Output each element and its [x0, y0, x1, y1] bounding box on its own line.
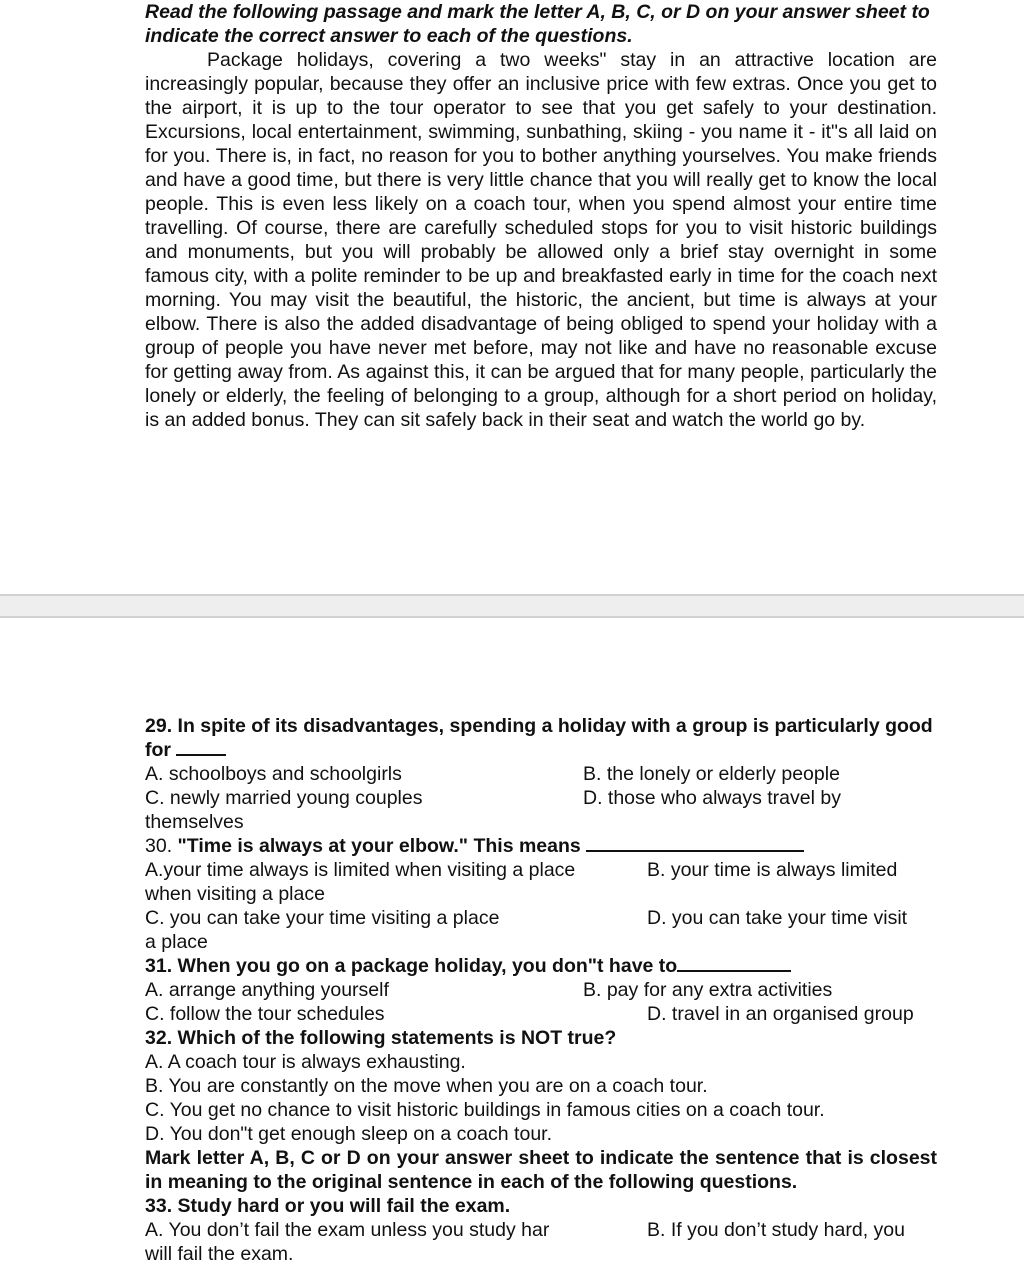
question-33: 33. Study hard or you will fail the exam. — [145, 1195, 511, 1217]
option-30-b: B. your time is always limited — [647, 859, 898, 881]
question-30-options-cd — [145, 906, 937, 930]
option-33-b: B. If you don’t study hard, you — [647, 1219, 905, 1241]
option-29-d: D. those who always travel by — [583, 787, 841, 809]
question-31-options-cd — [145, 1002, 937, 1026]
questions-section — [145, 714, 937, 1266]
option-33-a: A. You don’t fail the exam unless you study har — [145, 1219, 550, 1241]
option-32-c: C. You get no chance to visit historic buildings in famous cities on a coach tour. — [145, 1099, 825, 1121]
option-31-a: A. arrange anything yourself — [145, 979, 389, 1001]
option-29-a: A. schoolboys and schoolgirls — [145, 763, 402, 785]
question-29 — [145, 714, 937, 762]
answer-blank — [677, 956, 791, 972]
reading-passage: Package holidays, covering a two weeks" stay in an attractive location are increasingly popular, because they offer an inclusive price with few extras. Once you get to the airport, it is up to the tour operator to see that you get safely to your destination. Excursions, local entertainment, swimming, sunbathing, skiing - you name it - it"s all laid on for you. There is, in fact, no reason for you to bother anything yourselves. You make friends and have a good time, but there is very little chance that you will really get to know the local people. This is even less likely on a coach tour, when you spend almost your entire time travelling. Of course, there are carefully scheduled stops for you to visit historic buildings and monuments, but you will probably be allowed only a brief stay overnight in some famous city, with a polite reminder to be up and breakfasted early in time for the coach next morning. You may visit the beautiful, the historic, the ancient, but time is always at your elbow. There is also the added disadvantage of being obliged to spend your holiday with a group of people you have never met before, may not like and have no reasonable excuse for getting away from. As against this, it can be argued that for many people, particularly the lonely or elderly, the feeling of belonging to a group, although for a short period on holiday, is an added bonus. They can sit safely back in their seat and watch the world go by. — [145, 49, 937, 431]
question-31-stem: 31. When you go on a package holiday, you don"t have to — [145, 955, 678, 977]
option-30-a: A.your time always is limited when visiting a place — [145, 859, 576, 881]
question-30-number: 30. — [145, 835, 173, 857]
page-divider — [0, 594, 1024, 618]
option-32-d: D. You don"t get enough sleep on a coach tour. — [145, 1123, 552, 1145]
question-29-options-cd — [145, 786, 937, 810]
question-30-stem: "Time is always at your elbow." This means — [177, 835, 581, 857]
option-29-d-continued: themselves — [145, 811, 244, 833]
option-33-b-continued: will fail the exam. — [145, 1243, 294, 1265]
question-31 — [145, 954, 937, 978]
question-33-options-ab — [145, 1218, 937, 1242]
question-30 — [145, 834, 937, 858]
answer-blank — [176, 740, 226, 756]
option-29-b: B. the lonely or elderly people — [583, 763, 840, 785]
option-31-c: C. follow the tour schedules — [145, 1003, 385, 1025]
passage-section — [145, 0, 937, 432]
synonym-instruction: Mark letter A, B, C or D on your answer sheet to indicate the sentence that is closest in meaning to the original sentence in each of the following questions. — [145, 1147, 937, 1193]
option-32-a: A. A coach tour is always exhausting. — [145, 1051, 466, 1073]
question-30-options-ab — [145, 858, 937, 882]
option-30-d-continued: a place — [145, 931, 208, 953]
question-29-options-ab — [145, 762, 937, 786]
reading-instruction: Read the following passage and mark the letter A, B, C, or D on your answer sheet to indicate the correct answer to each of the questions. — [145, 1, 930, 47]
option-30-c: C. you can take your time visiting a place — [145, 907, 500, 929]
question-32: 32. Which of the following statements is NOT true? — [145, 1027, 617, 1049]
option-30-a-continued: when visiting a place — [145, 883, 325, 905]
option-31-b: B. pay for any extra activities — [583, 979, 833, 1001]
question-31-options-ab — [145, 978, 937, 1002]
option-31-d: D. travel in an organised group — [647, 1003, 914, 1025]
answer-blank — [586, 836, 804, 852]
option-30-d: D. you can take your time visit — [647, 907, 908, 929]
option-32-b: B. You are constantly on the move when you are on a coach tour. — [145, 1075, 708, 1097]
option-29-c: C. newly married young couples — [145, 787, 423, 809]
question-29-stem: 29. In spite of its disadvantages, spending a holiday with a group is particularly good for — [145, 715, 933, 761]
